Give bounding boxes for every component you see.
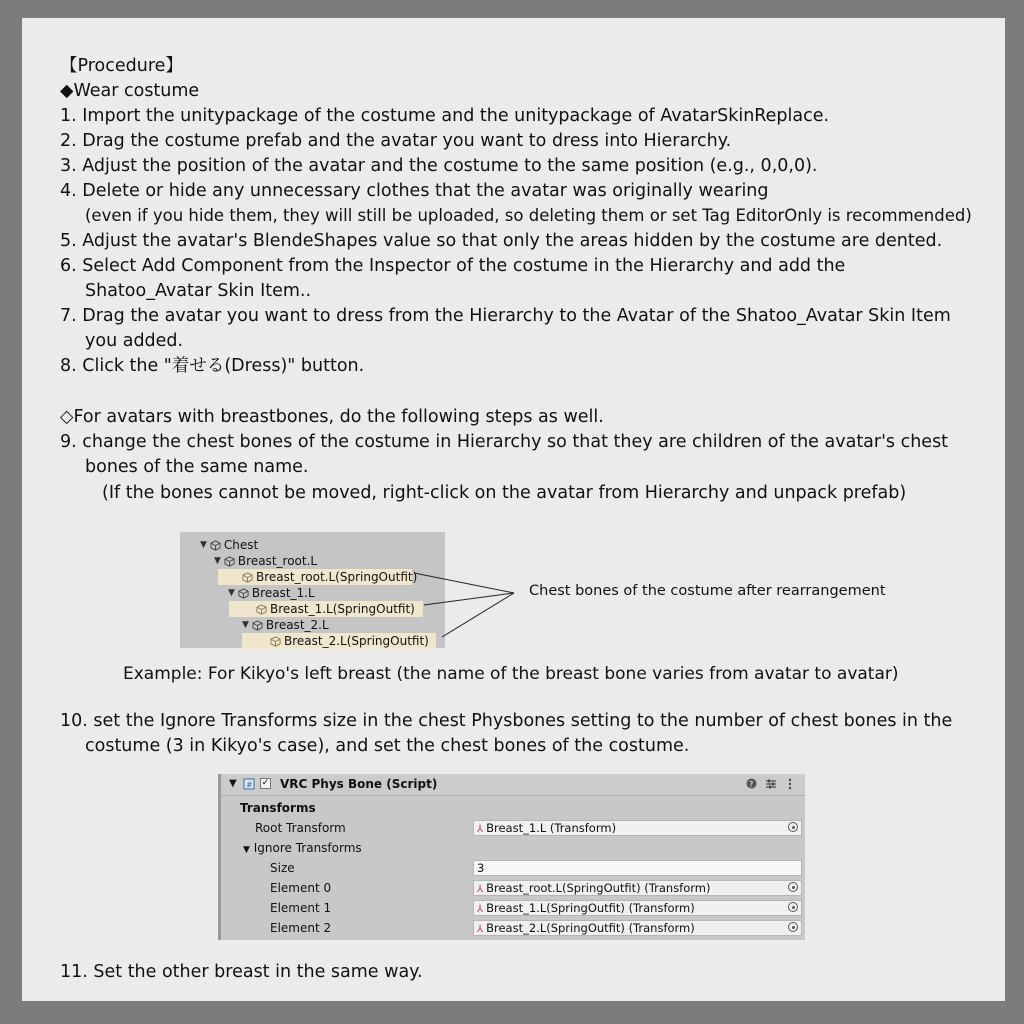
wear-costume-heading: ◆Wear costume	[60, 81, 200, 101]
element-1-label: Element 1	[270, 901, 332, 915]
presets-icon[interactable]	[765, 778, 777, 790]
element-2-field[interactable]: ⅄ Breast_2.L(SpringOutfit) (Transform)	[473, 920, 802, 936]
example-caption: Example: For Kikyo's left breast (the name of the breast bone varies from avatar to avatar)	[123, 664, 899, 684]
collapse-triangle-icon[interactable]: ▼	[229, 778, 237, 789]
help-icon[interactable]	[746, 778, 757, 789]
step-6-cont: Shatoo_Avatar Skin Item..	[85, 281, 312, 301]
hierarchy-item-breast-root-outfit[interactable]: Breast_root.L(SpringOutfit)	[242, 569, 417, 585]
kebab-menu-icon[interactable]	[787, 778, 793, 790]
transform-icon: ⅄	[477, 824, 484, 835]
step-5: 5. Adjust the avatar's BlendeShapes value so that only the areas hidden by the costume are dented.	[60, 231, 943, 251]
step-4-note: (even if you hide them, they will still be uploaded, so deleting them or set Tag EditorOnly is recommended)	[85, 206, 972, 225]
document-page	[22, 18, 1005, 1001]
step-7-cont: you added.	[85, 331, 184, 351]
step-4: 4. Delete or hide any unnecessary clothes that the avatar was originally wearing	[60, 181, 769, 201]
svg-text:?: ?	[749, 780, 754, 789]
expand-triangle-icon[interactable]: ▼	[228, 588, 235, 598]
component-header	[221, 774, 805, 796]
hierarchy-item-breast-1-outfit[interactable]: Breast_1.L(SpringOutfit)	[256, 601, 415, 617]
object-picker-icon[interactable]	[788, 882, 798, 892]
element-2-label: Element 2	[270, 921, 332, 935]
size-input[interactable]: 3	[473, 860, 802, 876]
step-9-note: (If the bones cannot be moved, right-click on the avatar from Hierarchy and unpack prefab)	[102, 483, 907, 503]
component-title: VRC Phys Bone (Script)	[280, 777, 438, 791]
step-1: 1. Import the unitypackage of the costume and the unitypackage of AvatarSkinReplace.	[60, 106, 830, 126]
element-0-label: Element 0	[270, 881, 332, 895]
element-1-field[interactable]: ⅄ Breast_1.L(SpringOutfit) (Transform)	[473, 900, 802, 916]
root-transform-label: Root Transform	[255, 821, 346, 835]
object-picker-icon[interactable]	[788, 922, 798, 932]
step-7: 7. Drag the avatar you want to dress from the Hierarchy to the Avatar of the Shatoo_Avatar Skin Item	[60, 306, 951, 326]
enabled-checkbox[interactable]: ✓	[261, 778, 270, 788]
hierarchy-item-chest[interactable]: ▼ Chest	[200, 538, 259, 552]
step-11: 11. Set the other breast in the same way.	[60, 962, 423, 982]
element-0-field[interactable]: ⅄ Breast_root.L(SpringOutfit) (Transform)	[473, 880, 802, 896]
step-9: 9. change the chest bones of the costume in Hierarchy so that they are children of the avatar's chest	[60, 432, 949, 452]
inspector-panel	[218, 774, 805, 940]
breastbone-heading: ◇For avatars with breastbones, do the following steps as well.	[60, 407, 604, 427]
callout-label: Chest bones of the costume after rearrangement	[529, 583, 886, 599]
expand-triangle-icon[interactable]: ▼	[242, 620, 249, 630]
hierarchy-item-breast-2[interactable]: ▼ Breast_2.L	[242, 618, 329, 632]
step-6: 6. Select Add Component from the Inspector of the costume in the Hierarchy and add the	[60, 256, 846, 276]
transform-icon: ⅄	[477, 884, 484, 895]
object-picker-icon[interactable]	[788, 902, 798, 912]
script-icon	[243, 778, 255, 790]
step-9-cont: bones of the same name.	[85, 457, 309, 477]
step-3: 3. Adjust the position of the avatar and the costume to the same position (e.g., 0,0,0).	[60, 156, 818, 176]
hierarchy-item-breast-1[interactable]: ▼ Breast_1.L	[228, 586, 315, 600]
transforms-section-label: Transforms	[240, 801, 316, 815]
object-picker-icon[interactable]	[788, 822, 798, 832]
svg-text:#: #	[246, 780, 253, 790]
root-transform-field[interactable]: ⅄ Breast_1.L (Transform)	[473, 820, 802, 836]
expand-triangle-icon[interactable]: ▼	[214, 556, 221, 566]
size-label: Size	[270, 861, 295, 875]
step-8: 8. Click the "着せる(Dress)" button.	[60, 356, 365, 376]
step-10: 10. set the Ignore Transforms size in the chest Physbones setting to the number of chest bones in the	[60, 711, 953, 731]
procedure-heading: 【Procedure】	[60, 56, 183, 76]
ignore-transforms-foldout[interactable]: ▼ Ignore Transforms	[243, 841, 362, 855]
step-10-cont: costume (3 in Kikyo's case), and set the chest bones of the costume.	[85, 736, 690, 756]
hierarchy-item-breast-root[interactable]: ▼ Breast_root.L	[214, 554, 318, 568]
foldout-triangle-icon[interactable]: ▼	[243, 845, 250, 855]
step-2: 2. Drag the costume prefab and the avatar you want to dress into Hierarchy.	[60, 131, 732, 151]
transform-icon: ⅄	[477, 924, 484, 935]
transform-icon: ⅄	[477, 904, 484, 915]
expand-triangle-icon[interactable]: ▼	[200, 540, 207, 550]
hierarchy-item-breast-2-outfit[interactable]: Breast_2.L(SpringOutfit)	[270, 633, 429, 649]
